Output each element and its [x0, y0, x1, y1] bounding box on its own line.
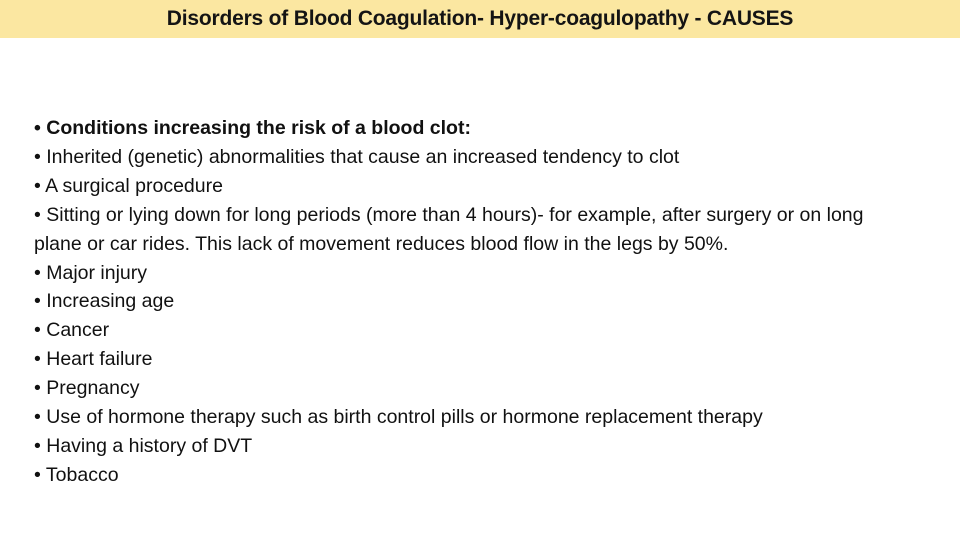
bullet-item: • Use of hormone therapy such as birth control pills or hormone replacement therapy	[34, 406, 763, 429]
bullet-item: • Major injury	[34, 261, 148, 284]
bullet-item: • A surgical procedure	[34, 174, 223, 197]
bullet-item: • Having a history of DVT	[34, 434, 253, 457]
bullet-item: • Pregnancy	[34, 377, 140, 400]
bullet-marker: •	[34, 117, 41, 139]
bullet-item: • Sitting or lying down for long periods (more than 4 hours)- for example, after surgery or on long plane or car rides. This lack of movement reduces blood flow in the legs by 50%.	[34, 203, 864, 255]
bullet-item: • Heart failure	[34, 348, 153, 371]
bullet-item: • Inherited (genetic) abnormalities that cause an increased tendency to clot	[34, 145, 680, 168]
bullet-item: • Increasing age	[34, 290, 175, 313]
bullet-item: • Tobacco	[34, 463, 119, 486]
bullet-list	[34, 114, 914, 490]
bullet-item: • Cancer	[34, 319, 110, 342]
title-bar	[0, 0, 960, 38]
slide-title: Disorders of Blood Coagulation- Hyper-coagulopathy - CAUSES	[166, 7, 794, 30]
bullet-heading: • Conditions increasing the risk of a blood clot:	[34, 117, 471, 139]
